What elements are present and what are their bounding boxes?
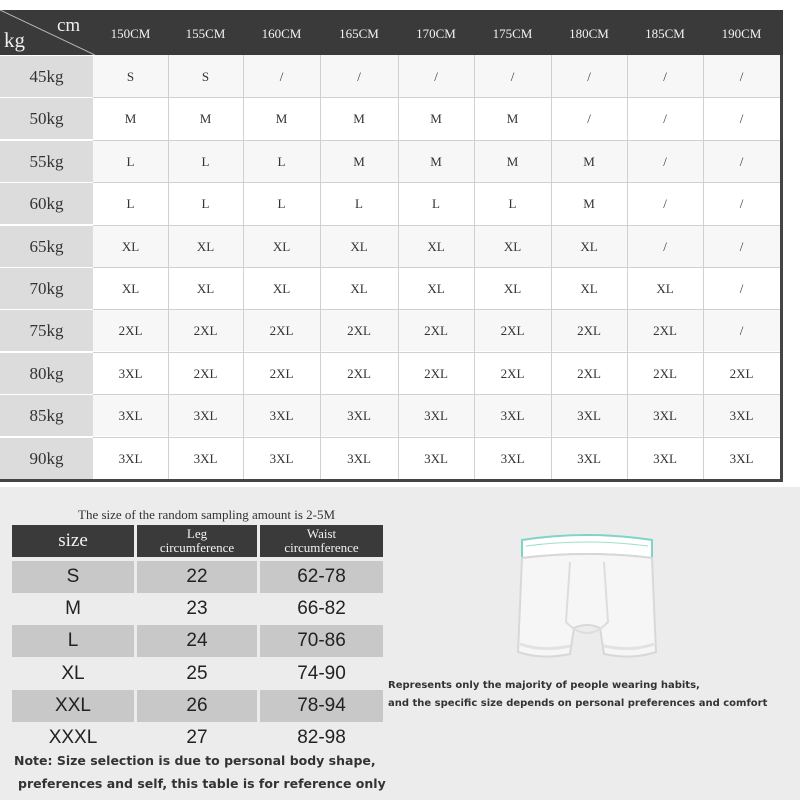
size-header-label: size bbox=[58, 530, 88, 551]
size-cell: / bbox=[587, 111, 591, 126]
size-cell: M bbox=[506, 111, 519, 126]
size-cell: 3XL bbox=[347, 451, 371, 466]
weight-label: 90kg bbox=[0, 437, 93, 479]
size-cell: 3XL bbox=[347, 408, 371, 423]
grid-line bbox=[93, 394, 780, 395]
size-cell: L bbox=[201, 196, 210, 211]
size-grid bbox=[0, 55, 783, 482]
size-cell: 3XL bbox=[500, 451, 525, 466]
weight-label: 70kg bbox=[0, 267, 93, 309]
height-header-cell: 165CM bbox=[339, 26, 379, 41]
size-cell: XL bbox=[580, 239, 598, 254]
weight-label: 45kg bbox=[0, 55, 93, 97]
measure-size-cell: XXXL bbox=[48, 727, 98, 748]
size-cell: 3XL bbox=[193, 408, 218, 423]
grid-line bbox=[551, 55, 552, 479]
grid-line bbox=[320, 55, 321, 479]
size-cell: 3XL bbox=[424, 408, 448, 423]
size-cell: 2XL bbox=[653, 366, 677, 381]
weight-label: 75kg bbox=[0, 309, 93, 351]
size-cell: L bbox=[432, 196, 440, 211]
size-cell: 3XL bbox=[118, 451, 143, 466]
height-header-cell: 160CM bbox=[261, 26, 302, 41]
weight-unit-label: kg bbox=[4, 28, 25, 52]
grid-line bbox=[703, 55, 704, 479]
size-cell: M bbox=[199, 111, 212, 126]
grid-line bbox=[627, 55, 628, 479]
grid-line bbox=[93, 309, 780, 310]
size-cell: / bbox=[739, 196, 744, 211]
size-cell: / bbox=[739, 154, 744, 169]
size-cell: XL bbox=[656, 281, 674, 296]
size-cell: L bbox=[508, 196, 517, 211]
grid-line bbox=[93, 97, 780, 98]
size-cell: 3XL bbox=[729, 451, 754, 466]
footer-note bbox=[14, 749, 434, 795]
size-cell: 2XL bbox=[269, 366, 294, 381]
size-cell: / bbox=[279, 69, 284, 84]
measure-leg-cell: 25 bbox=[186, 663, 208, 684]
leg-header-line2: circumference bbox=[159, 540, 235, 555]
measure-leg-cell: 22 bbox=[137, 561, 257, 593]
underwear-outline-illustration bbox=[512, 532, 662, 672]
size-cell: M bbox=[353, 154, 365, 169]
size-cell: / bbox=[510, 69, 515, 84]
size-cell: 3XL bbox=[577, 451, 601, 466]
size-cell: XL bbox=[272, 239, 291, 254]
size-cell: 3XL bbox=[653, 451, 677, 466]
size-cell: XL bbox=[121, 239, 140, 254]
waist-header-line1: Waist bbox=[306, 526, 337, 541]
size-cell: XL bbox=[503, 281, 522, 296]
height-unit-label: cm bbox=[57, 15, 81, 36]
size-cell: 2XL bbox=[347, 366, 371, 381]
size-cell: / bbox=[739, 69, 744, 84]
measure-size-cell: XL bbox=[61, 663, 85, 684]
size-cell: 2XL bbox=[269, 323, 294, 338]
grid-line bbox=[474, 55, 475, 479]
size-cell: 3XL bbox=[729, 408, 754, 423]
size-cell: XL bbox=[121, 281, 140, 296]
measure-waist-cell: 82-98 bbox=[297, 727, 346, 748]
habit-note-line2: and the specific size depends on personal preferences and comfort bbox=[388, 698, 768, 709]
size-cell: L bbox=[277, 196, 286, 211]
size-cell: 2XL bbox=[729, 366, 754, 381]
size-cell: L bbox=[126, 154, 135, 169]
measurement-section bbox=[0, 487, 800, 800]
size-cell: / bbox=[663, 154, 667, 169]
measure-waist-cell: 70-86 bbox=[260, 625, 383, 657]
size-cell: L bbox=[355, 196, 363, 211]
size-cell: XL bbox=[350, 281, 368, 296]
size-cell: 2XL bbox=[653, 323, 677, 338]
size-cell: / bbox=[663, 196, 667, 211]
measure-leg-cell: 26 bbox=[137, 690, 257, 722]
size-cell: L bbox=[126, 196, 135, 211]
weight-label: 50kg bbox=[0, 97, 93, 139]
size-column-header bbox=[12, 525, 134, 557]
measure-leg-cell: 24 bbox=[137, 625, 257, 657]
measure-waist-cell: 78-94 bbox=[260, 690, 383, 722]
size-cell: M bbox=[583, 154, 595, 169]
footer-note-line2: preferences and self, this table is for reference only bbox=[18, 776, 386, 791]
size-cell: 3XL bbox=[424, 451, 448, 466]
size-cell: 2XL bbox=[424, 323, 448, 338]
size-cell: M bbox=[275, 111, 288, 126]
measure-size-cell: M bbox=[65, 598, 81, 619]
grid-line bbox=[398, 55, 399, 479]
size-cell: 2XL bbox=[577, 323, 601, 338]
size-cell: / bbox=[663, 239, 667, 254]
size-cell: 3XL bbox=[269, 451, 294, 466]
size-cell: / bbox=[739, 239, 744, 254]
size-cell: L bbox=[201, 154, 210, 169]
size-cell: L bbox=[277, 154, 286, 169]
size-cell: M bbox=[124, 111, 137, 126]
size-cell: / bbox=[663, 69, 667, 84]
size-cell: / bbox=[663, 111, 667, 126]
measure-waist-cell: 66-82 bbox=[297, 598, 346, 619]
size-cell: M bbox=[353, 111, 365, 126]
height-header-cell: 155CM bbox=[185, 26, 226, 41]
size-cell: 3XL bbox=[269, 408, 294, 423]
size-cell: 2XL bbox=[424, 366, 448, 381]
measure-size-cell: S bbox=[12, 561, 134, 593]
footer-note-line1: Note: Size selection is due to personal body shape, bbox=[14, 753, 376, 768]
height-header-cell: 150CM bbox=[110, 26, 151, 41]
size-cell: 3XL bbox=[500, 408, 525, 423]
size-cell: 3XL bbox=[118, 408, 143, 423]
grid-line bbox=[168, 55, 169, 479]
weight-label: 55kg bbox=[0, 140, 93, 182]
grid-line bbox=[93, 225, 780, 226]
size-cell: XL bbox=[196, 281, 215, 296]
size-cell: XL bbox=[427, 239, 445, 254]
measure-waist-cell: 74-90 bbox=[297, 663, 346, 684]
weight-label: 85kg bbox=[0, 394, 93, 436]
height-header-cell: 190CM bbox=[721, 26, 762, 41]
size-cell: 2XL bbox=[193, 366, 218, 381]
measure-waist-cell: 62-78 bbox=[260, 561, 383, 593]
size-cell: / bbox=[739, 111, 744, 126]
size-cell: 2XL bbox=[577, 366, 601, 381]
height-header-cell: 180CM bbox=[569, 26, 609, 41]
measure-leg-cell: 27 bbox=[186, 727, 208, 748]
grid-line bbox=[93, 267, 780, 268]
size-cell: S bbox=[126, 69, 135, 84]
size-cell: / bbox=[739, 323, 744, 338]
size-cell: / bbox=[587, 69, 591, 84]
weight-label: 65kg bbox=[0, 225, 93, 267]
size-cell: / bbox=[434, 69, 438, 84]
size-cell: XL bbox=[427, 281, 445, 296]
size-cell: 3XL bbox=[577, 408, 601, 423]
size-cell: M bbox=[583, 196, 595, 211]
measure-leg-cell: 23 bbox=[186, 598, 208, 619]
weight-label: 80kg bbox=[0, 352, 93, 394]
size-cell: S bbox=[201, 69, 210, 84]
waist-column-header bbox=[260, 525, 383, 557]
height-header-row bbox=[0, 10, 783, 55]
measure-size-cell: XXL bbox=[12, 690, 134, 722]
size-cell: 2XL bbox=[500, 366, 525, 381]
size-cell: M bbox=[506, 154, 519, 169]
measure-size-cell: L bbox=[12, 625, 134, 657]
grid-line bbox=[93, 182, 780, 183]
habit-note-line1: Represents only the majority of people wearing habits, bbox=[388, 680, 700, 691]
height-header-cell: 175CM bbox=[492, 26, 533, 41]
corner-cell bbox=[0, 10, 95, 55]
size-cell: 2XL bbox=[118, 323, 143, 338]
size-cell: 3XL bbox=[193, 451, 218, 466]
size-cell: / bbox=[739, 281, 744, 296]
size-cell: 2XL bbox=[500, 323, 525, 338]
leg-header-line1: Leg bbox=[186, 526, 208, 541]
size-cell: 3XL bbox=[653, 408, 677, 423]
size-cell: 2XL bbox=[193, 323, 218, 338]
size-cell: M bbox=[430, 111, 442, 126]
waist-header-line2: circumference bbox=[284, 540, 359, 555]
size-cell: 3XL bbox=[118, 366, 143, 381]
height-header-cell: 170CM bbox=[416, 26, 456, 41]
grid-line bbox=[243, 55, 244, 479]
size-cell: XL bbox=[503, 239, 522, 254]
size-cell: M bbox=[430, 154, 442, 169]
sampling-note: The size of the random sampling amount is 2-5M bbox=[78, 507, 336, 522]
height-header-cell: 185CM bbox=[645, 26, 685, 41]
size-cell: XL bbox=[196, 239, 215, 254]
size-cell: XL bbox=[580, 281, 598, 296]
leg-column-header bbox=[137, 525, 257, 557]
weight-label: 60kg bbox=[0, 182, 93, 224]
grid-line bbox=[93, 140, 780, 141]
size-cell: XL bbox=[350, 239, 368, 254]
grid-line bbox=[93, 352, 780, 353]
size-cell: / bbox=[357, 69, 361, 84]
size-cell: 2XL bbox=[347, 323, 371, 338]
size-cell: XL bbox=[272, 281, 291, 296]
habit-note bbox=[388, 677, 798, 713]
grid-line bbox=[93, 437, 780, 438]
